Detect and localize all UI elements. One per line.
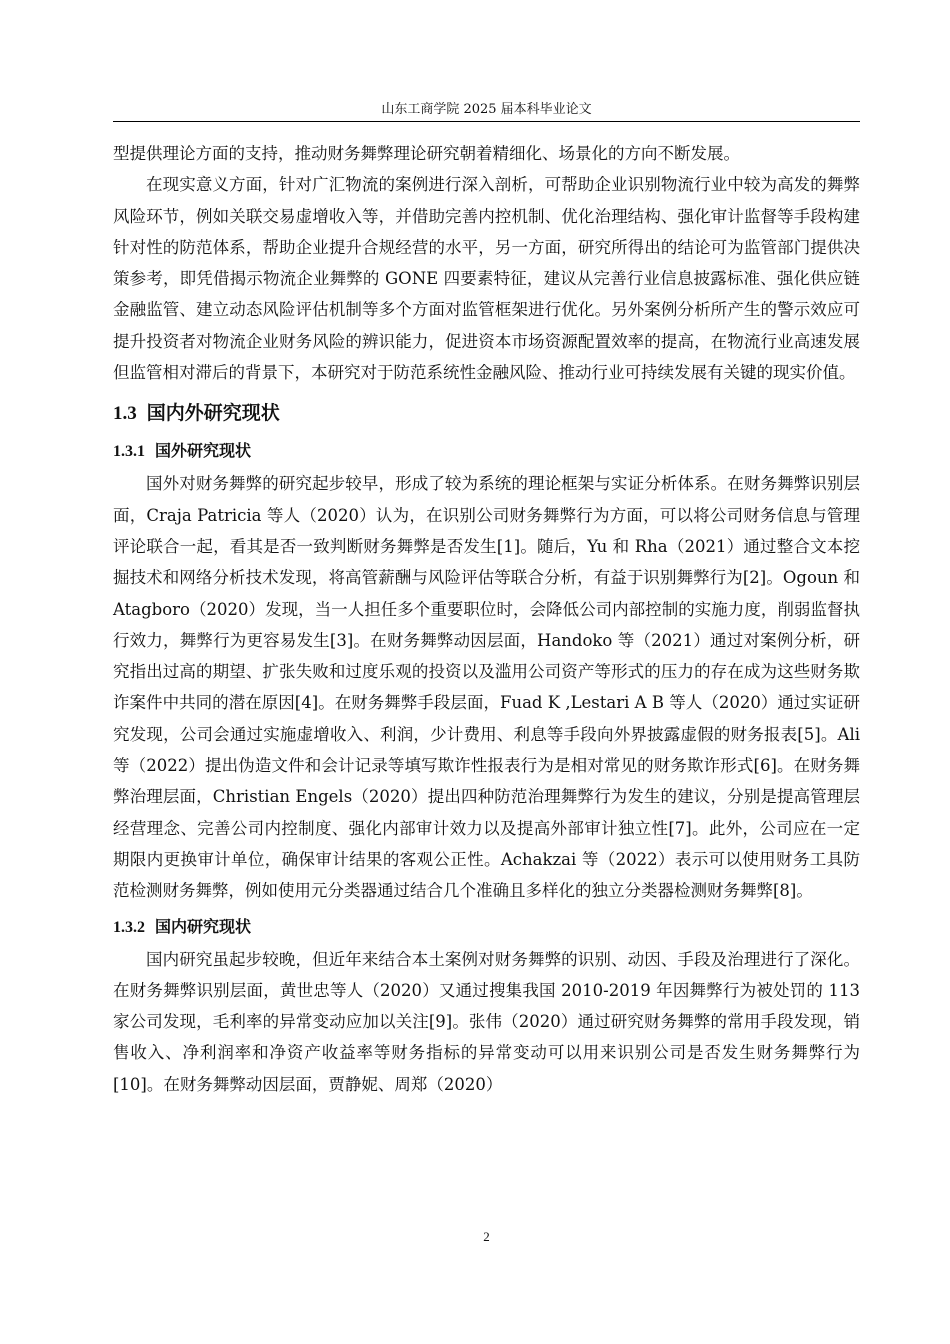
subsection-title: 国内研究现状 [155,916,252,936]
header-rule [113,121,860,122]
paragraph-domestic-research: 国内研究虽起步较晚，但近年来结合本土案例对财务舞弊的识别、动因、手段及治理进行了深化。在财务舞弊识别层面，黄世忠等人（2020）又通过搜集我国 2010-2019 年因舞弊行为被处罚的 113 家公司发现，毛利率的异常变动应加以关注[9]。张伟（2020）通过研究财务舞弊的常用手段发现，销售收入、净利润率和净资产收益率等财务指标的异常变动可以用来识别公司是否发生财务舞弊行为[10]。在财务舞弊动因层面，贾静妮、周郑（2020） [113,949,860,1094]
paragraph-continuation: 型提供理论方面的支持，推动财务舞弊理论研究朝着精细化、场景化的方向不断发展。 [113,144,740,163]
subsection-heading-1-3-2 [113,913,860,942]
page-number: 2 [483,1229,490,1244]
section-number: 1.3 [113,403,137,425]
subsection-title: 国外研究现状 [155,441,252,461]
page-body [113,138,860,1100]
running-header: 山东工商学院 2025 届本科毕业论文 [381,102,592,117]
paragraph-foreign-research: 国外对财务舞弊的研究起步较早，形成了较为系统的理论框架与实证分析体系。在财务舞弊识别层面，Craja Patricia 等人（2020）认为，在识别公司财务舞弊行为方面，可以将公司财务信息与管理评论联合一起，看其是否一致判断财务舞弊是否发生[1]。随后，Yu 和 Rha（2021）通过整合文本挖掘技术和网络分析技术发现，将高管薪酬与风险评估等联合分析，有益于识别舞弊行为[2]。Ogoun 和 Atagboro（2020）发现，当一人担任多个重要职位时，会降低公司内部控制的实施力度，削弱监督执行效力，舞弊行为更容易发生[3]。在财务舞弊动因层面，Handoko 等（2021）通过对案例分析，研究指出过高的期望、扩张失败和过度乐观的投资以及滥用公司资产等形式的压力的存在成为这些财务欺诈案件中共同的潜在原因[4]。在财务舞弊手段层面，Fuad K ,Lestari A B 等人（2020）通过实证研究发现，公司会通过实施虚增收入、利润，少计费用、利息等手段向外界披露虚假的财务报表[5]。Ali 等（2022）提出伪造文件和会计记录等填写欺诈性报表行为是相对常见的财务欺诈形式[6]。在财务舞弊治理层面，Christian Engels（2020）提出四种防范治理舞弊行为发生的建议，分别是提高管理层经营理念、完善公司内控制度、强化内部审计效力以及提高外部审计独立性[7]。此外，公司应在一定期限内更换审计单位，确保审计结果的客观公正性。Achakzai 等（2022）表示可以使用财务工具防范检测财务舞弊，例如使用元分类器通过结合几个准确且多样化的独立分类器检测财务舞弊[8]。 [113,474,860,901]
subsection-number: 1.3.1 [113,443,145,461]
subsection-heading-1-3-1 [113,437,860,466]
section-title: 国内外研究现状 [146,402,280,425]
subsection-number: 1.3.2 [113,918,145,936]
section-heading-1-3 [113,396,860,431]
paragraph-practical-significance: 在现实意义方面，针对广汇物流的案例进行深入剖析，可帮助企业识别物流行业中较为高发的舞弊风险环节，例如关联交易虚增收入等，并借助完善内控机制、优化治理结构、强化审计监督等手段构建针对性的防范体系，帮助企业提升合规经营的水平，另一方面，研究所得出的结论可为监管部门提供决策参考，即凭借揭示物流企业舞弊的 GONE 四要素特征，建议从完善行业信息披露标准、强化供应链金融监管、建立动态风险评估机制等多个方面对监管框架进行优化。另外案例分析所产生的警示效应可提升投资者对物流企业财务风险的辨识能力，促进资本市场资源配置效率的提高，在物流行业高速发展但监管相对滞后的背景下，本研究对于防范系统性金融风险、推动行业可持续发展有关键的现实价值。 [113,175,860,383]
